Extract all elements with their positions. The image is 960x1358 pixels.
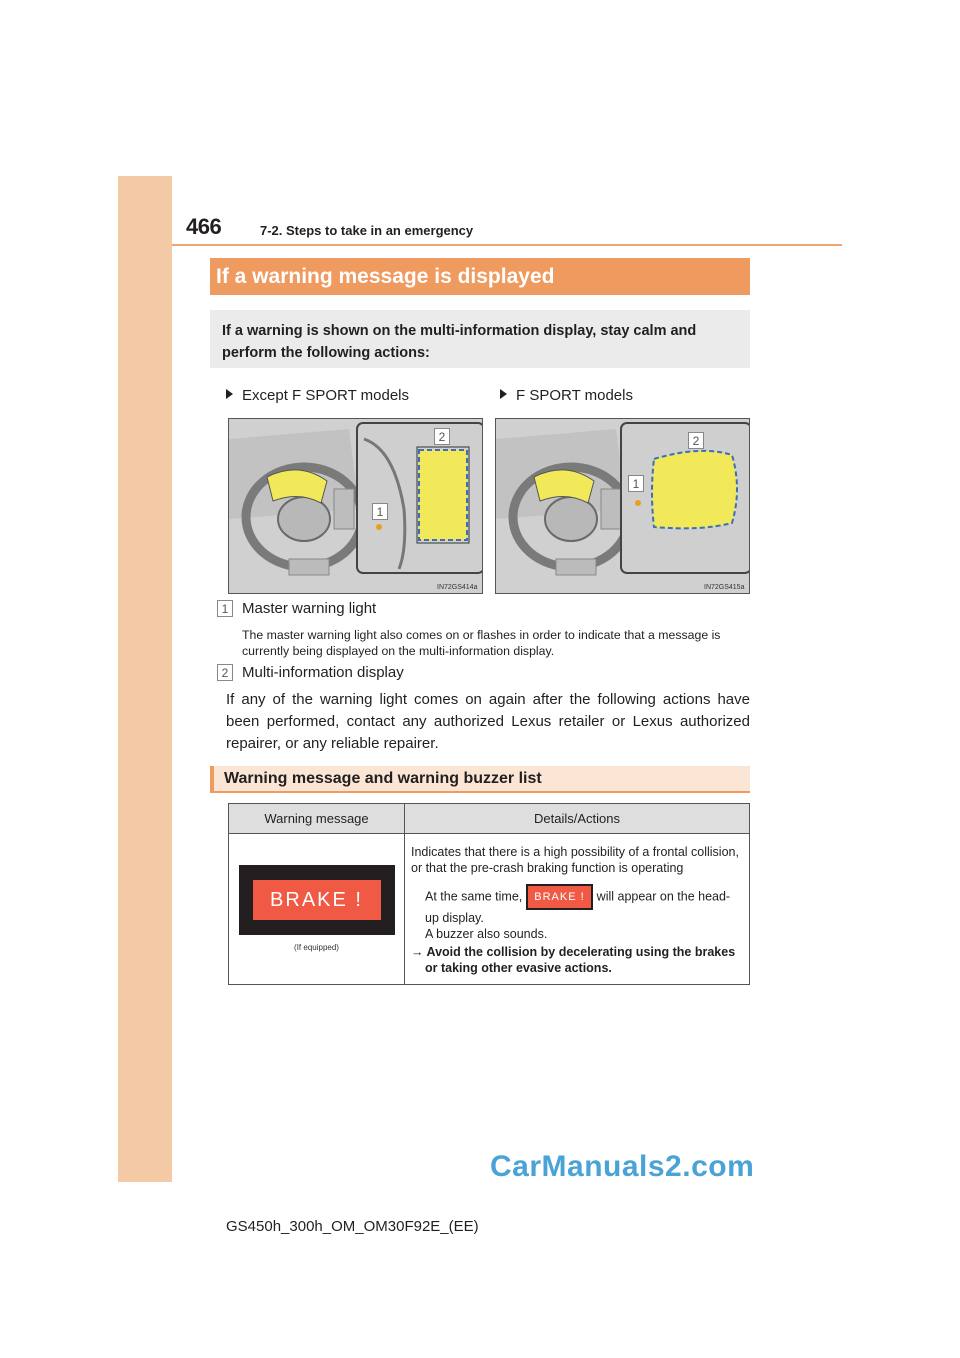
buzzer-note: A buzzer also sounds. [425, 927, 548, 941]
message-cell [229, 834, 405, 985]
details-cell [405, 834, 750, 985]
warning-message-table [228, 803, 750, 985]
if-equipped-note: (If equipped) [294, 943, 339, 952]
watermark-logo: CarManuals2.com [490, 1150, 755, 1183]
section-title-bar [210, 258, 750, 295]
callout-1-label: Master warning light [242, 600, 377, 617]
table-header-message: Warning message [229, 804, 405, 834]
hud-sentence: At the same time, BRAKE ! will appear on the head-up display. [425, 884, 741, 926]
page-number: 466 [186, 214, 222, 239]
header-rule [172, 244, 842, 246]
intro-box: If a warning is shown on the multi-information display, stay calm and perform the following actions: [210, 310, 750, 368]
table-row [229, 834, 750, 985]
callout-2-marker: 2 [434, 428, 450, 445]
variant-label-standard: Except F SPORT models [226, 387, 409, 404]
details-description: Indicates that there is a high possibility of a frontal collision, or that the pre-crash braking function is operating [411, 845, 739, 875]
triangle-bullet-icon [500, 389, 507, 399]
hud-brake-badge: BRAKE ! [526, 884, 592, 910]
brake-warning-text: BRAKE ! [253, 880, 381, 920]
triangle-bullet-icon [226, 389, 233, 399]
action-instruction: → Avoid the collision by decelerating using the brakes or taking other evasive actions. [411, 945, 736, 975]
callout-1-note: The master warning light also comes on or flashes in order to indicate that a message is currently being displayed on the multi-information display. [242, 628, 721, 658]
callout-1-marker: 1 [372, 503, 388, 520]
variant-label-fsport: F SPORT models [500, 387, 633, 404]
image-code: IN72GS415a [704, 584, 745, 591]
section-title: If a warning message is displayed [216, 265, 555, 288]
chapter-sidebar [118, 176, 172, 1182]
section-reference: 7-2. Steps to take in an emergency [260, 223, 474, 238]
subsection-accent [210, 766, 214, 793]
brake-warning-display [239, 865, 395, 935]
image-code: IN72GS414a [437, 584, 478, 591]
subsection-title-bar [210, 766, 750, 793]
subsection-title: Warning message and warning buzzer list [224, 770, 542, 787]
footer-model-code: GS450h_300h_OM_OM30F92E_(EE) [226, 1218, 479, 1235]
callout-2-key: 2 [217, 664, 233, 681]
callout-2-marker: 2 [688, 432, 704, 449]
body-paragraph: If any of the warning light comes on again after the following actions have been performed, contact any authorized Lexus retailer or Lexus authorized repairer, or any reliable repairer. [226, 691, 750, 752]
table-header-details: Details/Actions [405, 804, 750, 834]
callout-1-key: 1 [217, 600, 233, 617]
callout-1-marker: 1 [628, 475, 644, 492]
callout-2-label: Multi-information display [242, 664, 404, 681]
dashboard-illustration-fsport [495, 418, 750, 594]
